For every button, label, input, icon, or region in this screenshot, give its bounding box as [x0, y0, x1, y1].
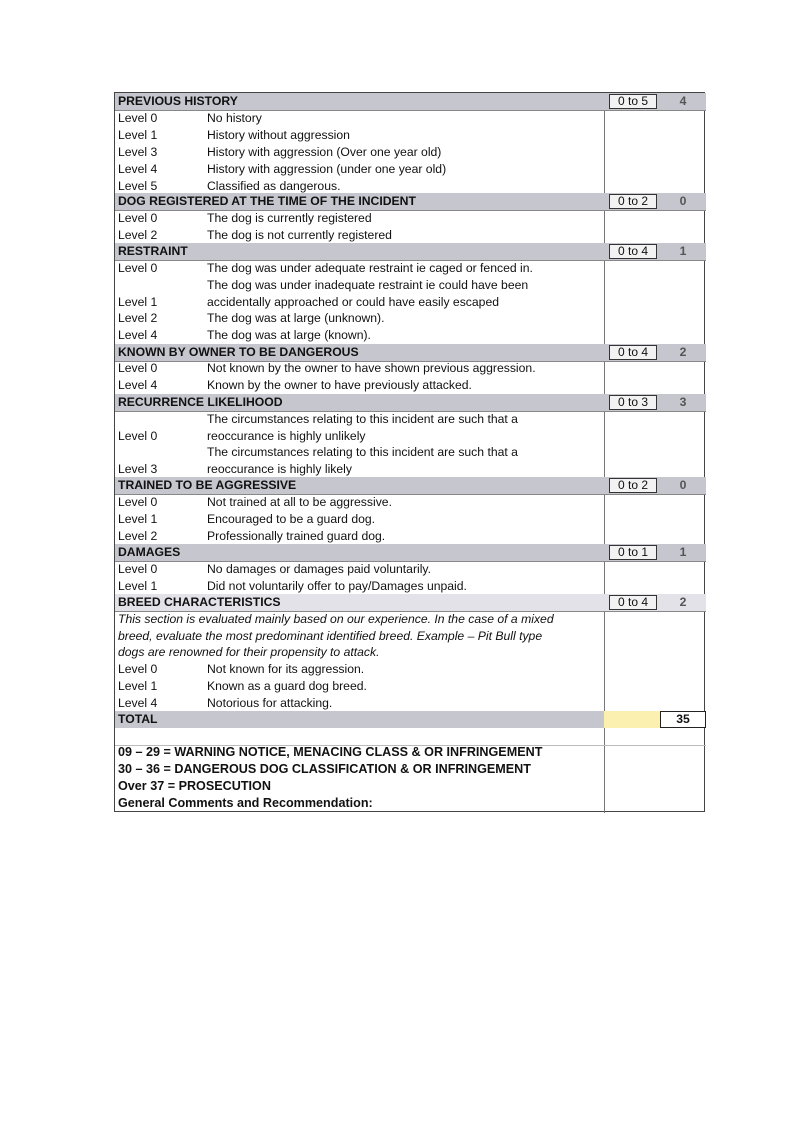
table-row — [115, 528, 706, 545]
level-description: Known as a guard dog breed. — [207, 679, 367, 693]
section-score: 2 — [679, 595, 687, 609]
level-description-line2: reoccurance is highly unlikely — [207, 429, 366, 443]
level-description-line1: The circumstances relating to this incident are such that a — [207, 445, 518, 459]
section-header-trained — [115, 477, 706, 495]
level-label: Level 2 — [118, 311, 158, 325]
level-description: Notorious for attacking. — [207, 696, 333, 710]
table-row — [115, 127, 706, 144]
section-note-line — [115, 644, 706, 661]
level-description: No history — [207, 111, 262, 125]
section-title: RECURRENCE LIKELIHOOD — [118, 395, 283, 409]
level-label: Level 4 — [118, 696, 158, 710]
total-score: 35 — [660, 711, 706, 728]
score-range: 0 to 4 — [609, 244, 657, 259]
table-row — [115, 661, 706, 678]
score-range: 0 to 5 — [609, 94, 657, 109]
level-label: Level 0 — [118, 662, 158, 676]
level-description: The dog is not currently registered — [207, 228, 392, 242]
section-title: DAMAGES — [118, 545, 181, 559]
level-description: History with aggression (Over one year old) — [207, 145, 442, 159]
level-description: Classified as dangerous. — [207, 179, 341, 193]
table-row — [115, 561, 706, 578]
table-row — [115, 494, 706, 511]
table-row — [115, 210, 706, 227]
level-label: Level 5 — [118, 179, 158, 193]
section-score: 1 — [679, 545, 687, 559]
level-description: Not known for its aggression. — [207, 662, 365, 676]
level-label: Level 0 — [118, 495, 158, 509]
assessment-table — [114, 92, 705, 812]
table-row — [115, 144, 706, 161]
level-label: Level 0 — [118, 361, 158, 375]
section-score: 1 — [679, 244, 687, 258]
table-row — [115, 461, 706, 478]
table-row — [115, 695, 706, 712]
section-title: TRAINED TO BE AGGRESSIVE — [118, 478, 297, 492]
section-header-previous-history — [115, 93, 706, 111]
table-row — [115, 360, 706, 377]
level-label: Level 3 — [118, 145, 158, 159]
level-label: Level 1 — [118, 128, 158, 142]
score-range: 0 to 4 — [609, 595, 657, 610]
section-header-damages — [115, 544, 706, 562]
level-label: Level 2 — [118, 529, 158, 543]
section-header-breed — [115, 594, 706, 612]
score-band-warning: 09 – 29 = WARNING NOTICE, MENACING CLASS & OR INFRINGEMENT — [118, 745, 543, 759]
section-note-line — [115, 611, 706, 628]
comments-heading: General Comments and Recommendation: — [118, 796, 373, 810]
table-row — [115, 578, 706, 595]
table-row — [115, 110, 706, 127]
level-label: Level 0 — [118, 211, 158, 225]
section-title: DOG REGISTERED AT THE TIME OF THE INCIDENT — [118, 194, 416, 208]
table-row — [115, 511, 706, 528]
table-row — [115, 444, 706, 461]
section-title: BREED CHARACTERISTICS — [118, 595, 281, 609]
section-title: PREVIOUS HISTORY — [118, 94, 238, 108]
table-row — [115, 227, 706, 244]
level-label: Level 1 — [118, 679, 158, 693]
level-label: Level 0 — [118, 261, 158, 275]
table-row — [115, 260, 706, 277]
table-row — [115, 678, 706, 695]
total-label: TOTAL — [118, 712, 158, 726]
section-score: 2 — [679, 345, 687, 359]
level-label: Level 1 — [118, 295, 158, 309]
table-row — [115, 327, 706, 344]
score-band-prosecution: Over 37 = PROSECUTION — [118, 779, 271, 793]
level-label: Level 4 — [118, 328, 158, 342]
total-highlight-cell — [604, 711, 660, 728]
level-description: Professionally trained guard dog. — [207, 529, 386, 543]
level-description: The dog was at large (known). — [207, 328, 371, 342]
score-range: 0 to 4 — [609, 345, 657, 360]
level-description: Did not voluntarily offer to pay/Damages unpaid. — [207, 579, 467, 593]
level-label: Level 1 — [118, 512, 158, 526]
level-label: Level 0 — [118, 111, 158, 125]
score-range: 0 to 3 — [609, 395, 657, 410]
level-label: Level 2 — [118, 228, 158, 242]
level-description: The dog was at large (unknown). — [207, 311, 385, 325]
score-range: 0 to 1 — [609, 545, 657, 560]
section-title: KNOWN BY OWNER TO BE DANGEROUS — [118, 345, 359, 359]
level-label: Level 1 — [118, 579, 158, 593]
level-description: Known by the owner to have previously attacked. — [207, 378, 472, 392]
section-score: 0 — [679, 194, 687, 208]
score-range: 0 to 2 — [609, 478, 657, 493]
section-note-line — [115, 628, 706, 645]
section-header-recurrence — [115, 394, 706, 412]
table-row — [115, 428, 706, 445]
score-band-dangerous: 30 – 36 = DANGEROUS DOG CLASSIFICATION & OR INFRINGEMENT — [118, 762, 531, 776]
table-row — [115, 161, 706, 178]
section-score: 3 — [679, 395, 687, 409]
level-description: The dog is currently registered — [207, 211, 372, 225]
note-text: This section is evaluated mainly based on our experience. In the case of a mixed — [118, 612, 554, 626]
level-label: Level 4 — [118, 162, 158, 176]
total-row — [115, 711, 706, 728]
level-description: Not trained at all to be aggressive. — [207, 495, 392, 509]
level-description-line2: reoccurance is highly likely — [207, 462, 352, 476]
level-label: Level 0 — [118, 429, 158, 443]
table-row — [115, 411, 706, 428]
section-score: 0 — [679, 478, 687, 492]
level-description-line1: The circumstances relating to this incident are such that a — [207, 412, 518, 426]
note-text: dogs are renowned for their propensity to attack. — [118, 645, 380, 659]
level-label: Level 4 — [118, 378, 158, 392]
level-description: No damages or damages paid voluntarily. — [207, 562, 432, 576]
level-label: Level 3 — [118, 462, 158, 476]
score-range: 0 to 2 — [609, 194, 657, 209]
section-score: 4 — [679, 94, 687, 108]
level-label: Level 0 — [118, 562, 158, 576]
level-description: The dog was under adequate restraint ie caged or fenced in. — [207, 261, 533, 275]
table-row — [115, 277, 706, 294]
level-description: History without aggression — [207, 128, 350, 142]
section-header-restraint — [115, 243, 706, 261]
note-text: breed, evaluate the most predominant identified breed. Example – Pit Bull type — [118, 629, 543, 643]
section-title: RESTRAINT — [118, 244, 188, 258]
level-description: Not known by the owner to have shown previous aggression. — [207, 361, 536, 375]
level-description: Encouraged to be a guard dog. — [207, 512, 376, 526]
table-row — [115, 310, 706, 327]
table-row — [115, 377, 706, 394]
section-header-registered — [115, 193, 706, 211]
level-description-line1: The dog was under inadequate restraint ie could have been — [207, 278, 529, 292]
level-description: History with aggression (under one year old) — [207, 162, 447, 176]
level-description-line2: accidentally approached or could have easily escaped — [207, 295, 500, 309]
table-row — [115, 294, 706, 311]
